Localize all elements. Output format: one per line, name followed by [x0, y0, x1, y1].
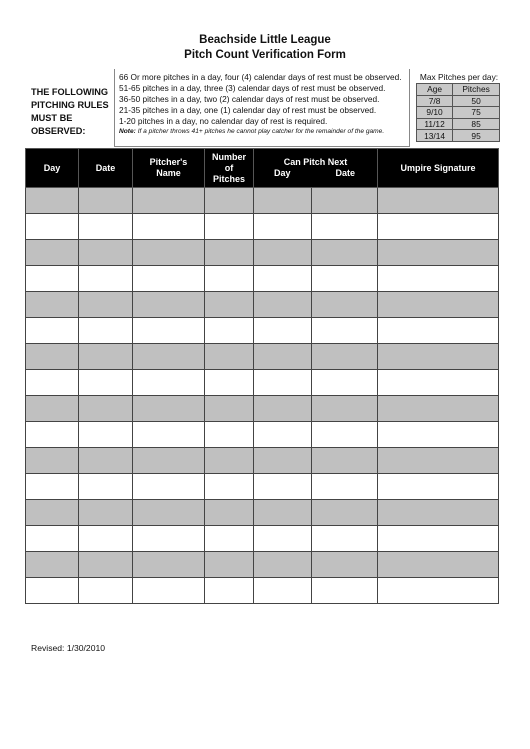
umpire-signature-cell[interactable]	[378, 578, 499, 604]
day-cell[interactable]	[26, 318, 79, 344]
can-pitch-date-cell[interactable]	[312, 422, 378, 448]
pitcher-name-cell[interactable]	[133, 214, 205, 240]
day-cell[interactable]	[26, 500, 79, 526]
day-cell[interactable]	[26, 188, 79, 214]
rule-line: 51-65 pitches in a day, three (3) calendar days of rest must be observed.	[119, 83, 386, 93]
number-of-pitches-cell[interactable]	[205, 318, 254, 344]
can-pitch-date-cell[interactable]	[312, 214, 378, 240]
pitcher-name-cell[interactable]	[133, 396, 205, 422]
table-row	[26, 266, 499, 292]
can-pitch-date-cell[interactable]	[312, 240, 378, 266]
pitcher-name-cell[interactable]	[133, 370, 205, 396]
date-cell[interactable]	[79, 344, 133, 370]
table-row	[26, 214, 499, 240]
header-umpire-signature: Umpire Signature	[378, 149, 499, 188]
can-pitch-day-cell[interactable]	[254, 214, 312, 240]
pitcher-name-cell[interactable]	[133, 188, 205, 214]
umpire-signature-cell[interactable]	[378, 266, 499, 292]
day-cell[interactable]	[26, 396, 79, 422]
number-of-pitches-cell[interactable]	[205, 344, 254, 370]
number-of-pitches-cell[interactable]	[205, 292, 254, 318]
pitcher-name-cell[interactable]	[133, 292, 205, 318]
revised-date: Revised: 1/30/2010	[31, 643, 106, 653]
header-pitcher-name	[133, 149, 205, 188]
number-of-pitches-cell[interactable]	[205, 214, 254, 240]
date-cell[interactable]	[79, 266, 133, 292]
number-of-pitches-cell[interactable]	[205, 448, 254, 474]
date-cell[interactable]	[79, 292, 133, 318]
umpire-signature-cell[interactable]	[378, 474, 499, 500]
can-pitch-day-cell[interactable]	[254, 344, 312, 370]
can-pitch-day-cell[interactable]	[254, 396, 312, 422]
table-row	[26, 370, 499, 396]
number-of-pitches-cell[interactable]	[205, 240, 254, 266]
pitcher-name-cell[interactable]	[133, 344, 205, 370]
number-of-pitches-cell[interactable]	[205, 370, 254, 396]
can-pitch-date-cell[interactable]	[312, 370, 378, 396]
can-pitch-date-cell[interactable]	[312, 448, 378, 474]
rule-line: 21-35 pitches in a day, one (1) calendar day of rest must be observed.	[119, 105, 377, 115]
can-pitch-date-cell[interactable]	[312, 344, 378, 370]
table-row	[26, 526, 499, 552]
can-pitch-day-cell[interactable]	[254, 474, 312, 500]
date-cell[interactable]	[79, 552, 133, 578]
can-pitch-date-cell[interactable]	[312, 500, 378, 526]
date-cell[interactable]	[79, 318, 133, 344]
umpire-signature-cell[interactable]	[378, 240, 499, 266]
header-day: Day	[26, 149, 79, 188]
max-pitches-title: Max Pitches per day:	[419, 72, 499, 82]
header-can-pitch-sub	[254, 168, 377, 179]
pitcher-name-cell[interactable]	[133, 474, 205, 500]
max-age-cell: 9/10	[417, 107, 453, 119]
can-pitch-day-cell[interactable]	[254, 552, 312, 578]
umpire-signature-cell[interactable]	[378, 500, 499, 526]
table-header-row	[26, 149, 499, 188]
max-age-cell: 13/14	[417, 130, 453, 142]
max-age-cell: 11/12	[417, 118, 453, 130]
max-age-cell: 7/8	[417, 95, 453, 107]
table-row	[26, 396, 499, 422]
date-cell[interactable]	[79, 214, 133, 240]
can-pitch-date-cell[interactable]	[312, 292, 378, 318]
header-can-pitch-label: Can Pitch Next	[283, 157, 348, 167]
pitcher-name-cell[interactable]	[133, 552, 205, 578]
rule-line: 1-20 pitches in a day, no calendar day of rest is required.	[119, 116, 328, 126]
date-cell[interactable]	[79, 240, 133, 266]
umpire-signature-cell[interactable]	[378, 292, 499, 318]
can-pitch-date-cell[interactable]	[312, 396, 378, 422]
date-cell[interactable]	[79, 422, 133, 448]
can-pitch-date-cell[interactable]	[312, 526, 378, 552]
header-pitcher-name-label: Pitcher's Name	[149, 157, 188, 178]
number-of-pitches-cell[interactable]	[205, 500, 254, 526]
table-row	[26, 474, 499, 500]
number-of-pitches-cell[interactable]	[205, 552, 254, 578]
header-can-pitch-next	[254, 149, 378, 188]
header-can-day: Day	[274, 168, 291, 178]
table-row	[26, 344, 499, 370]
can-pitch-date-cell[interactable]	[312, 578, 378, 604]
form-title: Pitch Count Verification Form	[184, 49, 346, 61]
day-cell[interactable]	[26, 526, 79, 552]
table-row	[26, 552, 499, 578]
can-pitch-day-cell[interactable]	[254, 292, 312, 318]
pitcher-name-cell[interactable]	[133, 318, 205, 344]
rules-heading: THE FOLLOWING PITCHING RULES MUST BE OBSERVED:	[31, 87, 109, 136]
can-pitch-date-cell[interactable]	[312, 474, 378, 500]
can-pitch-day-cell[interactable]	[254, 500, 312, 526]
table-row	[26, 448, 499, 474]
max-header-age: Age	[417, 84, 453, 96]
max-header-pitches: Pitches	[453, 84, 500, 96]
date-cell[interactable]	[79, 526, 133, 552]
can-pitch-day-cell[interactable]	[254, 578, 312, 604]
max-pitches-cell: 95	[453, 130, 500, 142]
rules-note	[119, 127, 384, 136]
can-pitch-day-cell[interactable]	[254, 240, 312, 266]
day-cell[interactable]	[26, 422, 79, 448]
header-number-label: Number of Pitches	[211, 151, 246, 184]
umpire-signature-cell[interactable]	[378, 396, 499, 422]
table-row	[26, 578, 499, 604]
can-pitch-date-cell[interactable]	[312, 318, 378, 344]
day-cell[interactable]	[26, 448, 79, 474]
umpire-signature-cell[interactable]	[378, 214, 499, 240]
date-cell[interactable]	[79, 474, 133, 500]
pitch-log-table	[25, 148, 499, 604]
table-row	[26, 188, 499, 214]
can-pitch-day-cell[interactable]	[254, 526, 312, 552]
day-cell[interactable]	[26, 214, 79, 240]
number-of-pitches-cell[interactable]	[205, 422, 254, 448]
day-cell[interactable]	[26, 552, 79, 578]
pitcher-name-cell[interactable]	[133, 422, 205, 448]
number-of-pitches-cell[interactable]	[205, 578, 254, 604]
number-of-pitches-cell[interactable]	[205, 266, 254, 292]
table-row	[26, 318, 499, 344]
can-pitch-day-cell[interactable]	[254, 448, 312, 474]
rule-line: 66 Or more pitches in a day, four (4) calendar days of rest must be observed.	[119, 72, 402, 82]
can-pitch-day-cell[interactable]	[254, 188, 312, 214]
pitcher-name-cell[interactable]	[133, 526, 205, 552]
header-number-of-pitches	[205, 149, 254, 188]
umpire-signature-cell[interactable]	[378, 526, 499, 552]
umpire-signature-cell[interactable]	[378, 422, 499, 448]
number-of-pitches-cell[interactable]	[205, 526, 254, 552]
umpire-signature-cell[interactable]	[378, 318, 499, 344]
pitcher-name-cell[interactable]	[133, 448, 205, 474]
date-cell[interactable]	[79, 448, 133, 474]
day-cell[interactable]	[26, 578, 79, 604]
umpire-signature-cell[interactable]	[378, 448, 499, 474]
max-pitches-cell: 50	[453, 95, 500, 107]
note-text: If a pitcher throws 41+ pitches he cannot play catcher for the remainder of the game.	[135, 128, 385, 135]
note-label: Note:	[119, 128, 136, 135]
number-of-pitches-cell[interactable]	[205, 474, 254, 500]
table-row	[26, 240, 499, 266]
max-pitches-cell: 75	[453, 107, 500, 119]
day-cell[interactable]	[26, 240, 79, 266]
day-cell[interactable]	[26, 292, 79, 318]
can-pitch-day-cell[interactable]	[254, 318, 312, 344]
max-pitches-cell: 85	[453, 118, 500, 130]
day-cell[interactable]	[26, 266, 79, 292]
league-name: Beachside Little League	[199, 34, 331, 46]
date-cell[interactable]	[79, 188, 133, 214]
umpire-signature-cell[interactable]	[378, 370, 499, 396]
rule-line: 36-50 pitches in a day, two (2) calendar days of rest must be observed.	[119, 94, 380, 104]
max-pitches-table	[416, 83, 500, 142]
table-row	[26, 292, 499, 318]
pitcher-name-cell[interactable]	[133, 500, 205, 526]
table-row	[26, 422, 499, 448]
header-date: Date	[79, 149, 133, 188]
umpire-signature-cell[interactable]	[378, 188, 499, 214]
can-pitch-day-cell[interactable]	[254, 266, 312, 292]
day-cell[interactable]	[26, 474, 79, 500]
day-cell[interactable]	[26, 344, 79, 370]
can-pitch-day-cell[interactable]	[254, 422, 312, 448]
can-pitch-day-cell[interactable]	[254, 370, 312, 396]
umpire-signature-cell[interactable]	[378, 552, 499, 578]
pitcher-name-cell[interactable]	[133, 240, 205, 266]
day-cell[interactable]	[26, 370, 79, 396]
can-pitch-date-cell[interactable]	[312, 552, 378, 578]
number-of-pitches-cell[interactable]	[205, 188, 254, 214]
pitcher-name-cell[interactable]	[133, 266, 205, 292]
header-can-date: Date	[335, 168, 355, 178]
date-cell[interactable]	[79, 500, 133, 526]
number-of-pitches-cell[interactable]	[205, 396, 254, 422]
can-pitch-date-cell[interactable]	[312, 188, 378, 214]
table-row	[26, 500, 499, 526]
umpire-signature-cell[interactable]	[378, 344, 499, 370]
pitcher-name-cell[interactable]	[133, 578, 205, 604]
date-cell[interactable]	[79, 396, 133, 422]
date-cell[interactable]	[79, 370, 133, 396]
can-pitch-date-cell[interactable]	[312, 266, 378, 292]
date-cell[interactable]	[79, 578, 133, 604]
